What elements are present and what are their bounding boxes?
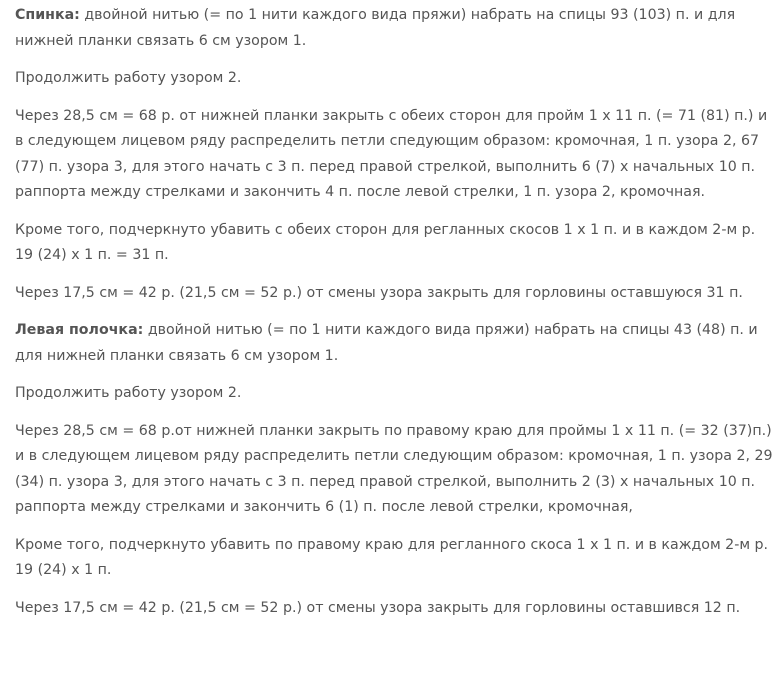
paragraph-left-front-neckline bbox=[15, 596, 773, 622]
section-heading-back: Спинка: bbox=[15, 7, 80, 23]
paragraph-continue-pattern-2 bbox=[15, 381, 773, 407]
paragraph-text: Кроме того, подчеркнуто убавить по правому краю для регланного скоса 1 х 1 п. и в каждом 2-м р. 19 (24) х 1 п. bbox=[15, 536, 769, 578]
paragraph-left-front-armhole bbox=[15, 419, 773, 521]
paragraph-back-raglan bbox=[15, 218, 773, 269]
paragraph-text: Через 17,5 см = 42 р. (21,5 см = 52 р.) от смены узора закрыть для горловины оставшився 12 п. bbox=[15, 599, 741, 616]
paragraph-text: Через 28,5 см = 68 р.от нижней планки закрыть по правому краю для проймы 1 х 11 п. (= 32 (37)п.) и в следующем лицевом ряду распределить петли следующим образом: кромочная, 1 п. узора 2, 29 (34) п. узора 3, для этого начать с 3 п. перед правой стрелкой, выполнить 2 (3) х начальных 10 п. раппорта между стрелками и закончить 6 (1) п. после левой стрелки, кромочная, bbox=[15, 422, 773, 515]
paragraph-back-cast-on bbox=[15, 3, 773, 54]
paragraph-text: Через 28,5 см = 68 р. от нижней планки закрыть с обеих сторон для пройм 1 х 11 п. (= 71 (81) п.) и в следующем лицевом ряду распределить петли спедующим образом: кромочная, 1 п. узора 2, 67 (77) п. узора 3, для этого начать с 3 п. перед правой стрелкой, выполнить 6 (7) х начальных 10 п. раппорта между стрелками и закончить 4 п. после левой стрелки, 1 п. узора 2, кромочная. bbox=[15, 107, 768, 200]
paragraph-text: двойной нитью (= по 1 нити каждого вида пряжи) набрать на спицы 93 (103) п. и для нижней планки связать 6 см узором 1. bbox=[15, 7, 736, 49]
paragraph-left-front-raglan bbox=[15, 533, 773, 584]
paragraph-continue-pattern-2 bbox=[15, 66, 773, 92]
paragraph-text: Продолжить работу узором 2. bbox=[15, 385, 242, 401]
paragraph-left-front-cast-on bbox=[15, 318, 773, 369]
paragraph-back-armholes bbox=[15, 104, 773, 206]
paragraph-text: Кроме того, подчеркнуто убавить с обеих сторон для регланных скосов 1 х 1 п. и в каждом 2-м р. 19 (24) х 1 п. = 31 п. bbox=[15, 221, 756, 263]
paragraph-text: Через 17,5 см = 42 р. (21,5 см = 52 р.) от смены узора закрыть для горловины оставшуюся 31 п. bbox=[15, 284, 743, 301]
paragraph-text: двойной нитью (= по 1 нити каждого вида пряжи) набрать на спицы 43 (48) п. и для нижней планки связать 6 см узором 1. bbox=[15, 322, 758, 364]
paragraph-text: Продолжить работу узором 2. bbox=[15, 70, 242, 86]
section-heading-left-front: Левая полочка: bbox=[15, 322, 144, 338]
paragraph-back-neckline bbox=[15, 281, 773, 307]
